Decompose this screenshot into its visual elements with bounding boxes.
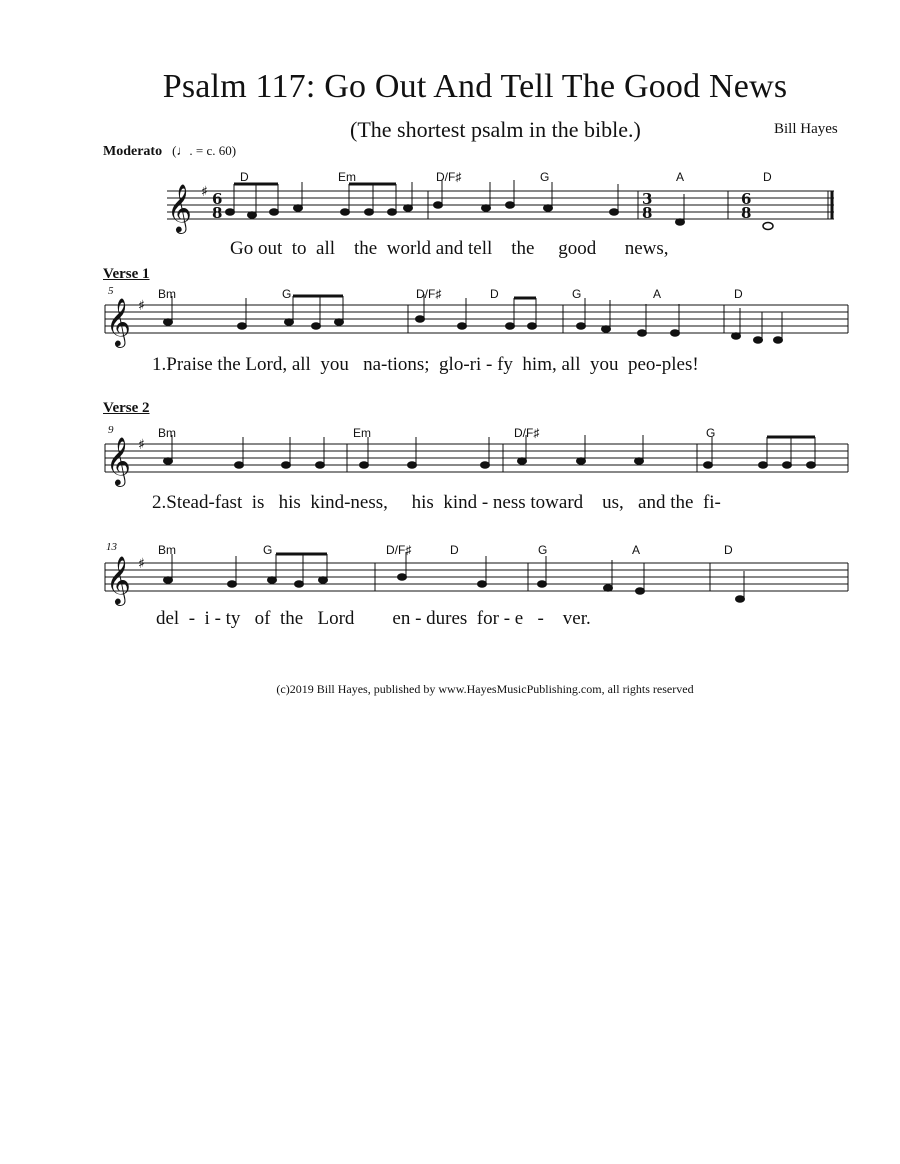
time-sig-numerator: 3 [642, 190, 653, 208]
chord-symbol: G [282, 287, 292, 301]
chord-symbol: D/F♯ [514, 426, 540, 440]
treble-clef-icon: 𝄞 [106, 436, 131, 485]
chord-symbol: D [763, 170, 772, 184]
chord-symbol: A [653, 287, 662, 301]
sharp-icon: ♯ [138, 437, 145, 453]
sharp-icon: ♯ [201, 184, 208, 200]
chord-symbol: D/F♯ [436, 170, 462, 184]
chord-symbol: D [450, 543, 459, 557]
chord-symbol: Bm [158, 426, 176, 440]
chord-symbol: Bm [158, 287, 176, 301]
composer-name: Bill Hayes [774, 121, 838, 137]
chord-symbol: G [263, 543, 273, 557]
metronome-mark: (♩. = c. 60) [172, 143, 237, 158]
chord-symbol: Em [353, 426, 371, 440]
lyrics-line: 2.Stead-fast is his kind-ness, his kind - ness toward us, and the fi- [152, 492, 721, 513]
treble-clef-icon: 𝄞 [106, 555, 131, 604]
section-label: Verse 2 [103, 400, 150, 416]
measure-number: 13 [106, 541, 117, 553]
time-sig-denominator: 8 [741, 204, 752, 222]
chord-symbol: A [632, 543, 641, 557]
staff-system-3 [105, 444, 848, 472]
section-label: Verse 1 [103, 266, 150, 282]
chord-symbol: A [676, 170, 685, 184]
chord-symbol: G [540, 170, 550, 184]
lyrics-line: 1.Praise the Lord, all you na-tions; glo-ri - fy him, all you peo-ples! [152, 354, 699, 375]
time-sig-denominator: 8 [212, 204, 223, 222]
chord-symbol: G [706, 426, 716, 440]
chord-symbol: D [724, 543, 733, 557]
time-sig-denominator: 8 [642, 204, 653, 222]
staff-system-4 [105, 563, 848, 591]
song-subtitle: (The shortest psalm in the bible.) [350, 117, 641, 142]
song-title: Psalm 117: Go Out And Tell The Good News [162, 68, 788, 105]
staff-system-1 [167, 191, 834, 219]
tempo-label: Moderato [103, 144, 163, 159]
chord-symbol: D [240, 170, 249, 184]
chord-symbol: Bm [158, 543, 176, 557]
measure-number: 9 [108, 424, 114, 436]
sharp-icon: ♯ [138, 298, 145, 314]
lyrics-line: Go out to all the world and tell the good news, [230, 238, 669, 259]
lyrics-line: del - i - ty of the Lord en - dures for - e - ver. [156, 608, 591, 629]
chord-symbol: D [734, 287, 743, 301]
staff-system-2 [105, 305, 848, 333]
chord-symbol: D/F♯ [416, 287, 442, 301]
notes-system-3 [164, 435, 816, 468]
chord-symbol: D/F♯ [386, 543, 412, 557]
sharp-icon: ♯ [138, 556, 145, 572]
measure-number: 5 [108, 285, 114, 297]
chord-symbol: G [538, 543, 548, 557]
chord-symbol: D [490, 287, 499, 301]
chord-symbol: Em [338, 170, 356, 184]
treble-clef-icon: 𝄞 [106, 297, 131, 346]
chord-symbol: G [572, 287, 582, 301]
treble-clef-icon: 𝄞 [167, 183, 192, 232]
time-sig-numerator: 6 [741, 190, 752, 208]
time-sig-numerator: 6 [212, 190, 223, 208]
copyright-footer: (c)2019 Bill Hayes, published by www.HayesMusicPublishing.com, all rights reserved [276, 682, 694, 696]
